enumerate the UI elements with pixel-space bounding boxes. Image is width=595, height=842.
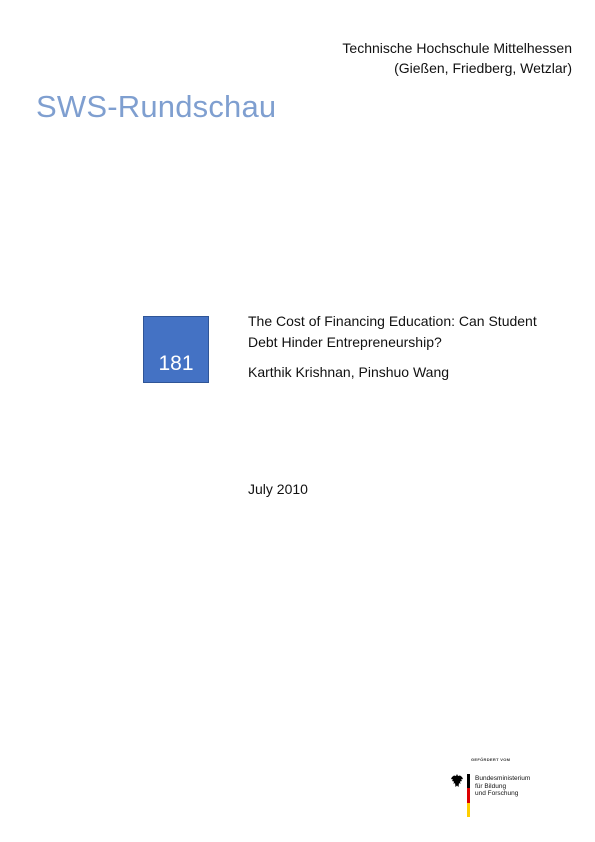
issue-number-box [143, 316, 209, 383]
institution-name: Technische Hochschule Mittelhessen [342, 40, 572, 56]
german-flag-stripe [467, 774, 470, 817]
ministry-line-2: für Bildung [475, 782, 507, 790]
institution-locations: (Gießen, Friedberg, Wetzlar) [394, 60, 572, 76]
eagle-icon [451, 774, 463, 788]
ministry-line-1: Bundesministerium [475, 775, 531, 782]
series-title: SWS-Rundschau [36, 89, 277, 124]
paper-title: The Cost of Financing Education: Can Student Debt Hinder Entrepreneurship? [248, 313, 537, 350]
ministry-line-3: und Forschung [475, 790, 519, 797]
funder-logo [451, 757, 561, 817]
paper-authors: Karthik Krishnan, Pinshuo Wang [248, 364, 450, 380]
paper-date: July 2010 [248, 481, 308, 497]
funder-label: GEFÖRDERT VOM [471, 757, 511, 762]
issue-number: 181 [158, 352, 194, 375]
institution-header [342, 38, 572, 78]
ministry-name [475, 775, 530, 798]
